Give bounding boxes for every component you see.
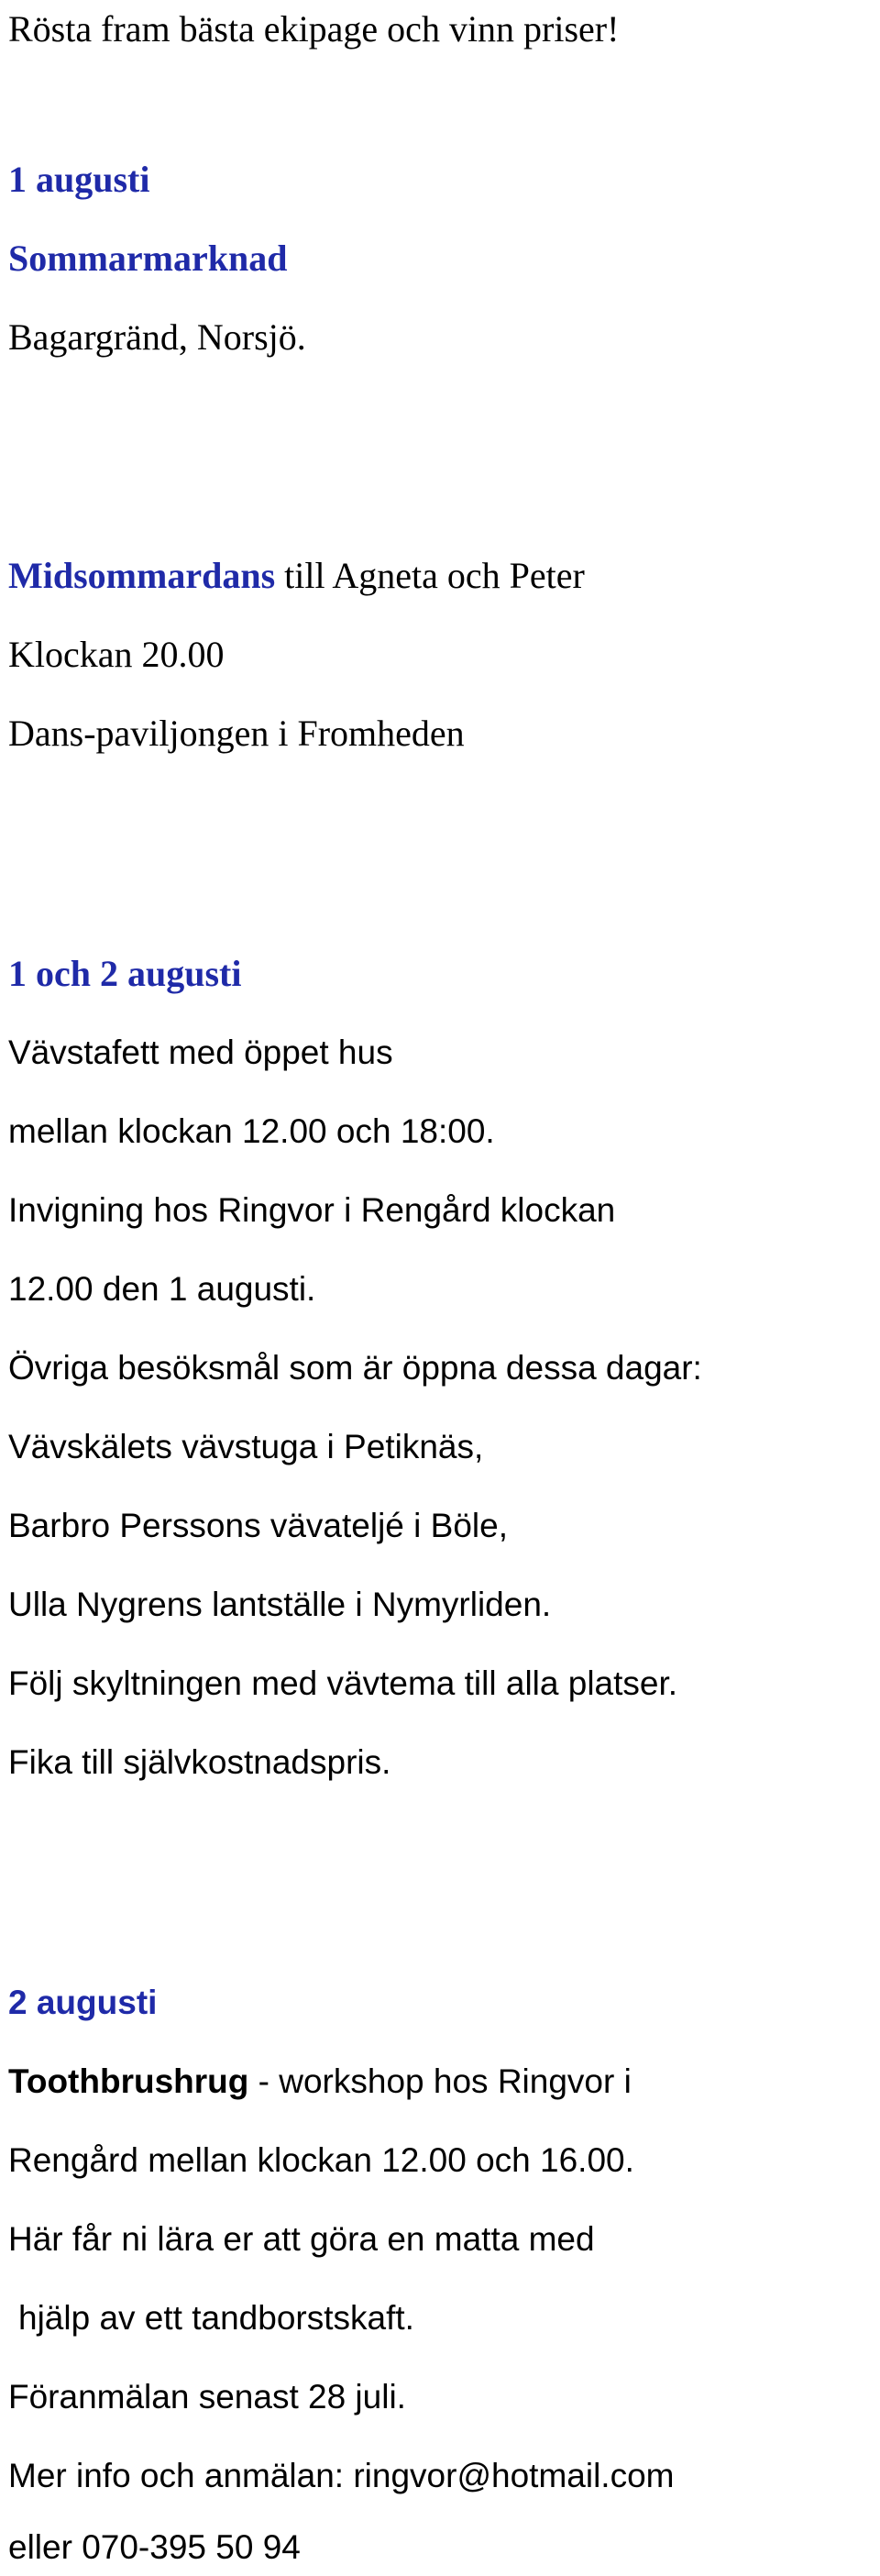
event2-title-rest: till Agneta och Peter	[275, 555, 585, 596]
event3-line: Vävstafett med öppet hus	[8, 1034, 393, 1071]
intro-text: Rösta fram bästa ekipage och vinn priser!	[8, 8, 620, 50]
event3-line: Invigning hos Ringvor i Rengård klockan	[8, 1191, 616, 1229]
event3-line: Fika till självkostnadspris.	[8, 1743, 391, 1781]
event4-title: Toothbrushrug	[8, 2062, 249, 2100]
event2-heading	[8, 552, 585, 600]
event3-line: Vävskälets vävstuga i Petiknäs,	[8, 1428, 484, 1465]
event2-title: Midsommardans	[8, 555, 276, 596]
event2-time: Klockan 20.00	[8, 634, 225, 675]
event3-date: 1 och 2 augusti	[8, 953, 242, 994]
event3-line: 12.00 den 1 augusti.	[8, 1270, 316, 1308]
event4-line: Föranmälan senast 28 juli.	[8, 2378, 406, 2416]
event1-date: 1 augusti	[8, 159, 150, 200]
event4-line: eller 070-395 50 94	[8, 2528, 301, 2566]
event4-line: hjälp av ett tandborstskaft.	[18, 2299, 414, 2337]
event4-line: Här får ni lära er att göra en matta med	[8, 2220, 595, 2258]
event1-place: Bagargränd, Norsjö.	[8, 316, 306, 358]
event3-line: mellan klockan 12.00 och 18:00.	[8, 1112, 495, 1150]
event4-heading	[8, 2058, 632, 2106]
event4-line: Mer info och anmälan: ringvor@hotmail.com	[8, 2457, 675, 2494]
event4-line: Rengård mellan klockan 12.00 och 16.00.	[8, 2141, 634, 2179]
event1-title: Sommarmarknad	[8, 238, 288, 279]
event4-title-rest: - workshop hos Ringvor i	[248, 2062, 632, 2100]
event3-line: Övriga besöksmål som är öppna dessa dagar:	[8, 1349, 702, 1387]
event3-line: Följ skyltningen med vävtema till alla platser.	[8, 1664, 678, 1702]
event4-date: 2 augusti	[8, 1984, 158, 2021]
event3-line: Barbro Perssons vävateljé i Böle,	[8, 1507, 508, 1544]
event3-line: Ulla Nygrens lantställe i Nymyrliden.	[8, 1586, 552, 1623]
event2-place: Dans-paviljongen i Fromheden	[8, 713, 465, 754]
